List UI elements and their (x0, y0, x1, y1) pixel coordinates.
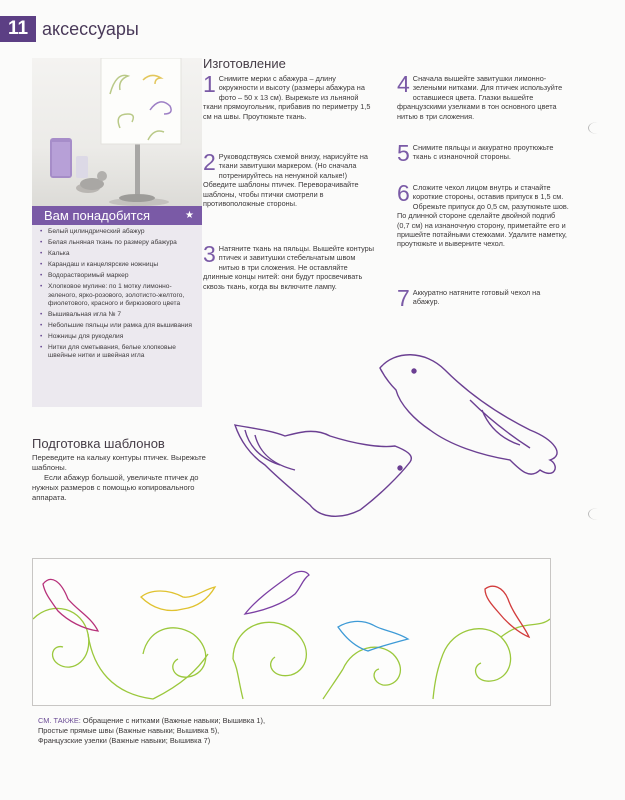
step-6 (397, 180, 569, 249)
step-1 (203, 71, 375, 121)
see-also-link[interactable]: Простые прямые швы (Важные навыки; Вышивка 5), (38, 726, 220, 735)
binder-hole-mark (588, 508, 607, 520)
needs-list (32, 225, 202, 407)
step-number: 6 (397, 180, 410, 206)
star-icon: ★ (185, 210, 194, 221)
bird-templates (220, 340, 580, 540)
step-text: Аккуратно натяните готовый чехол на абажур. (412, 288, 541, 307)
step-7 (397, 285, 569, 311)
section-title: аксессуары (42, 19, 139, 39)
needs-item: • Небольшие пяльцы или рамка для вышивания (40, 322, 198, 330)
pattern-bird-red (485, 586, 529, 637)
step-number: 7 (397, 285, 410, 311)
bird-template-large (380, 355, 557, 474)
step-text: Снимите мерки с абажура – длину окружности и высоту (размеры абажура на фото – 50 х 13 см). Вырежьте из льняной ткани прямоугольник, прибавив по периметру 1,5 см на швы. Проутюжьте ткань. (203, 74, 371, 121)
lamp-photo (32, 58, 202, 206)
step-number: 2 (203, 149, 216, 175)
pattern-bird-purple (245, 571, 309, 614)
pattern-drawing (33, 559, 550, 705)
needs-item: • Водорастворимый маркер (40, 272, 198, 280)
needs-title: Вам понадобится (44, 208, 150, 223)
step-number: 5 (397, 140, 410, 166)
binder-hole-mark (588, 122, 607, 134)
step-text: Сложите чехол лицом внутрь и стачайте короткие стороны, оставив припуск в 1,5 см. Обрежьте припуск до 0,5 см, разутюжьте шов. По длинной стороне сделайте двойной подгиб (0,7 см) на изнаночную сторону, приметайте его и пришейте потайными стежками. Удалите наметку, проутюжьте и выверните чехол. (397, 183, 569, 249)
pattern-bird-pink (43, 579, 98, 631)
needs-item: • Нитки для сметывания, белые хлопковые швейные нитки и швейная игла (40, 344, 198, 360)
needs-item: • Хлопковое мулине: по 1 мотку лимонно-зеленого, ярко-розового, золотисто-желтого, фиолетового, красного и бирюзового цвета (40, 283, 198, 307)
step-text: Сначала вышейте завитушки лимонно-зелеными нитками. Для птичек используйте оставшиеся цвета. Глазки вышейте французскими узелками в тон основного цвета нитью в три сложения. (397, 74, 563, 121)
needs-item: • Белый цилиндрический абажур (40, 228, 198, 236)
see-also (38, 716, 438, 746)
page-number: 11 (0, 16, 36, 42)
needs-item: • Вышивальная игла № 7 (40, 311, 198, 319)
see-also-link[interactable]: Обращение с нитками (Важные навыки; Вышивка 1), (82, 716, 265, 725)
making-heading: Изготовление (203, 56, 286, 71)
templates-text (32, 453, 212, 503)
step-number: 3 (203, 241, 216, 267)
see-also-label: СМ. ТАКЖЕ: (38, 716, 81, 725)
templates-paragraph: Переведите на кальку контуры птичек. Вырежьте шаблоны. (32, 453, 206, 472)
pattern-bird-yellow (141, 587, 215, 611)
step-4 (397, 71, 569, 121)
bird-template-small (235, 425, 411, 516)
step-text: Снимите пяльцы и аккуратно проутюжьте ткань с изнаночной стороны. (412, 143, 554, 162)
needs-title-bar (32, 206, 202, 225)
step-text: Натяните ткань на пяльцы. Вышейте контуры птичек и завитушки стебельчатым швом нитью в три сложения. Не оставляйте длинные концы нитей: они будут просвечивать сквозь ткань, когда вы включите лампу. (203, 244, 374, 291)
see-also-link[interactable]: Французские узелки (Важные навыки; Вышивка 7) (38, 736, 211, 745)
needs-item: • Калька (40, 250, 198, 258)
step-5 (397, 140, 569, 166)
needs-item: • Ножницы для рукоделия (40, 333, 198, 341)
needs-item: • Белая льняная ткань по размеру абажура (40, 239, 198, 247)
needs-item: • Карандаш и канцелярские ножницы (40, 261, 198, 269)
step-number: 4 (397, 71, 410, 97)
templates-paragraph: Если абажур большой, увеличьте птичек до нужных размеров с помощью копировального аппарата. (32, 473, 199, 502)
step-2 (203, 149, 375, 209)
embroidery-pattern (32, 558, 551, 706)
step-3 (203, 241, 375, 291)
step-number: 1 (203, 71, 216, 97)
pattern-swirls (33, 608, 550, 699)
step-text: Руководствуясь схемой внизу, нарисуйте на ткани завитушки маркером. (Но сначала потренируйтесь на ненужной кальке!) Обведите шаблоны птичек. Переворачивайте шаблоны, чтобы птички смотрели в противоположные стороны. (203, 152, 368, 209)
templates-heading: Подготовка шаблонов (32, 436, 165, 451)
